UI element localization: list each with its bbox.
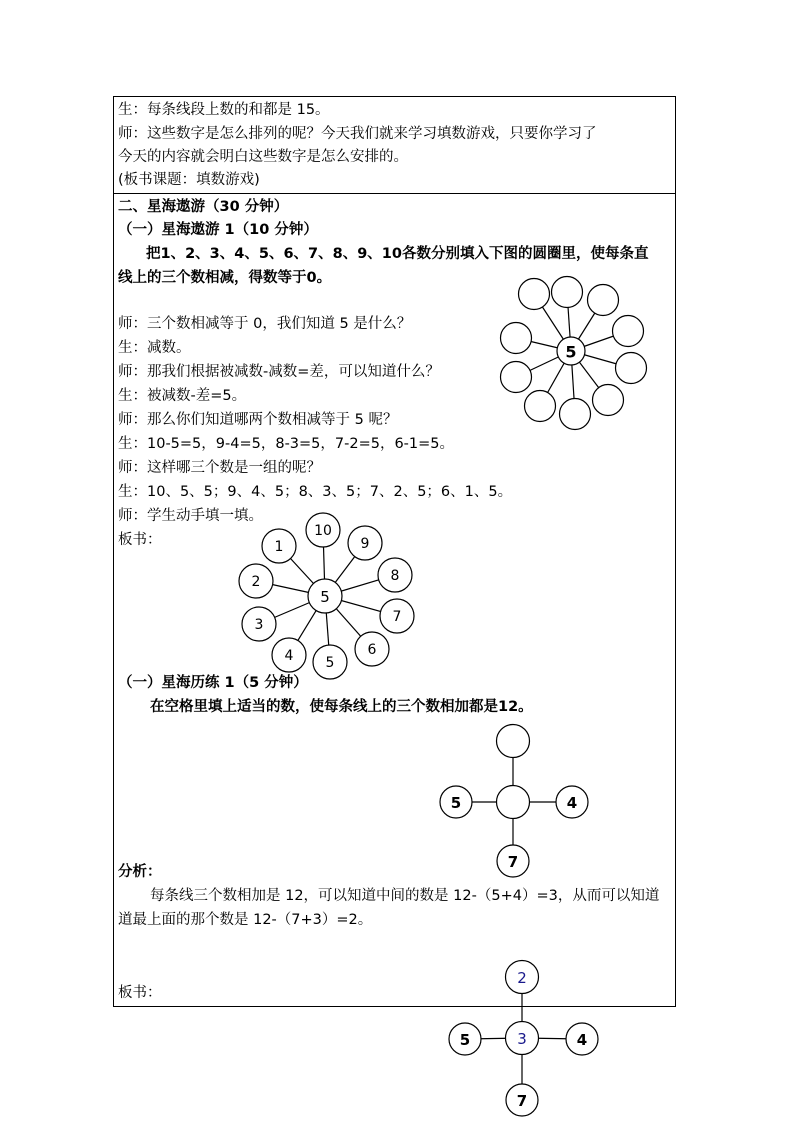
task2-text: 在空格里填上适当的数，使每条线上的三个数相加都是12。 xyxy=(150,699,533,715)
petal-circle-label: 10 xyxy=(314,523,332,539)
petal-circle-label: 1 xyxy=(274,539,284,555)
petal-circle xyxy=(593,385,624,416)
dialog-line: 生：10-5=5，9-4=5，8-3=5，7-2=5，6-1=5。 xyxy=(118,436,455,452)
petal-circle xyxy=(519,279,550,310)
dialog-line: 生：10、5、5；9、4、5；8、3、5；7、2、5；6、1、5。 xyxy=(118,484,513,500)
petal-circle xyxy=(525,391,556,422)
left-circle-label: 5 xyxy=(459,1031,471,1049)
lesson-line-3: 今天的内容就会明白这些数字是怎么安排的。 xyxy=(118,149,408,165)
petal-circle xyxy=(560,399,591,430)
petal-circle-label: 8 xyxy=(390,568,400,584)
petal-circle xyxy=(588,285,619,316)
dialog-line: 生：被减数-差=5。 xyxy=(118,388,247,404)
dialog-line: 师：这样哪三个数是一组的呢？ xyxy=(118,460,321,476)
lesson-line-2: 师：这些数字是怎么排列的呢？今天我们就来学习填数游戏，只要你学习了 xyxy=(118,126,597,142)
dialog-line: 师：那我们根据被减数-减数=差，可以知道什么？ xyxy=(118,364,440,380)
section-heading: 二、星海遨游（30 分钟） xyxy=(118,199,289,215)
board-label: 板书： xyxy=(118,532,162,548)
analysis-label: 分析： xyxy=(118,864,162,880)
petal-circle-label: 5 xyxy=(325,655,335,671)
bottom-circle-label: 7 xyxy=(516,1092,528,1110)
subsection-heading-1: （一）星海遨游 1（10 分钟） xyxy=(118,222,318,238)
petal-circle xyxy=(613,316,644,347)
center-circle-label: 5 xyxy=(320,588,330,606)
dialog-line: 师：那么你们知道哪两个数相减等于 5 呢？ xyxy=(118,412,398,428)
analysis-line-1: 每条线三个数相加是 12，可以知道中间的数是 12-（5+4）=3，从而可以知道 xyxy=(150,888,660,904)
center-circle xyxy=(497,786,530,819)
center-circle-label: 5 xyxy=(565,342,577,362)
petal-circle xyxy=(552,277,583,308)
petal-circle-label: 3 xyxy=(254,617,264,633)
bottom-circle-label: 7 xyxy=(507,853,519,871)
petal-circle xyxy=(616,353,647,384)
lesson-line-1: 生：每条线段上数的和都是 15。 xyxy=(118,102,330,118)
analysis-line-2: 道最上面的那个数是 12-（7+3）=2。 xyxy=(118,912,373,928)
dialog-line: 生：减数。 xyxy=(118,340,191,356)
petal-circle xyxy=(501,362,532,393)
petal-circle-label: 9 xyxy=(360,536,370,552)
task1-line-2: 线上的三个数相减，得数等于0。 xyxy=(118,270,332,286)
right-circle-label: 4 xyxy=(576,1031,588,1049)
petal-circle-label: 2 xyxy=(251,574,261,590)
petal-circle-label: 4 xyxy=(284,648,294,664)
center-circle-label: 3 xyxy=(517,1030,527,1048)
petal-circle xyxy=(501,323,532,354)
top-circle-label: 2 xyxy=(517,969,527,987)
dialog-line: 师：三个数相减等于 0，我们知道 5 是什么？ xyxy=(118,316,412,332)
top-circle xyxy=(497,725,530,758)
petal-circle-label: 6 xyxy=(367,642,377,658)
right-circle-label: 4 xyxy=(566,794,578,812)
lesson-line-4: (板书课题：填数游戏) xyxy=(118,172,260,188)
left-circle-label: 5 xyxy=(450,794,462,812)
board-label-2: 板书： xyxy=(118,985,162,1001)
task1-line-1: 把1、2、3、4、5、6、7、8、9、10各数分别填入下图的圆圈里，使每条直 xyxy=(146,246,649,262)
subsection-heading-2: （一）星海历练 1（5 分钟） xyxy=(118,675,308,691)
petal-circle-label: 7 xyxy=(392,609,402,625)
dialog-line: 师：学生动手填一填。 xyxy=(118,508,263,524)
